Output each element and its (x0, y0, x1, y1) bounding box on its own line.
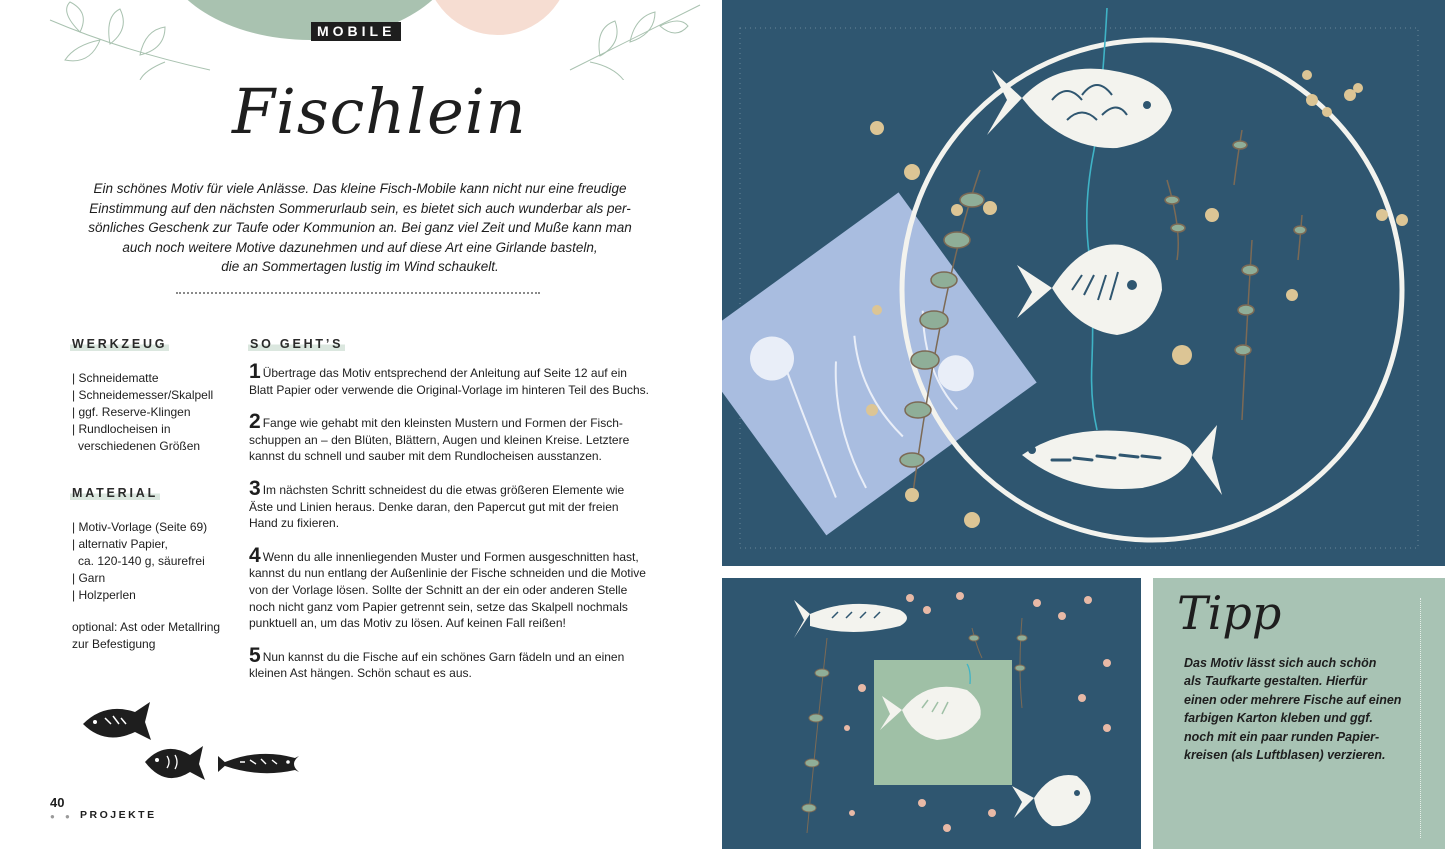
material-heading: MATERIAL (72, 486, 159, 500)
category-tag: MOBILE (311, 22, 401, 41)
tip-dotted-line (1420, 598, 1421, 838)
list-item: | Motiv-Vorlage (Seite 69) (72, 520, 208, 534)
list-item: | Schneidematte (72, 371, 159, 385)
tip-box (1153, 578, 1445, 849)
photo-mobile-illustration (722, 0, 1445, 566)
left-page (0, 0, 722, 849)
tip-title: Tipp (1177, 586, 1282, 640)
intro-text (70, 179, 650, 277)
werkzeug-list (72, 370, 242, 455)
fish-silhouettes-icon (75, 700, 315, 790)
intro-line: sönliches Geschenk zur Taufe oder Kommunion an. Bei ganz viel Zeit und Muße kann man (88, 220, 632, 235)
step-item: 1 Übertrage das Motiv entsprechend der Anleitung auf Seite 12 auf ein Blatt Papier oder verwende die Original-Vorlage im hinteren Teil des Buchs. (249, 360, 649, 397)
fish-silhouette-icon (145, 746, 205, 780)
intro-line: auch noch weitere Motive dazunehmen und auf diese Art eine Girlande basteln, (122, 239, 598, 255)
leaf-branch-right-icon (560, 0, 710, 80)
leaf-branch-left-icon (40, 0, 220, 80)
list-item: | Schneidemesser/Skalpell (72, 388, 214, 402)
tip-line: Das Motiv lässt sich auch schön (1184, 656, 1377, 670)
photo-card-illustration (722, 578, 1141, 849)
step-item: 4 Wenn du alle innenliegenden Muster und Formen ausgeschnitten hast, kannst du nun entlang der Außenlinie der Fische schneiden und die Motive von der Vorlage lösen. Sollte der Schnitt an der ein oder anderen Stelle noch nicht ganz vom Papier getrennt sein, setze das Skalpell nochmals punktuell an, um das Motiv zu lösen. Auf keinen Fall reißen! (249, 543, 646, 631)
tip-line: einen oder mehrere Fische auf einen (1184, 692, 1402, 707)
step-number: 1 (249, 360, 261, 383)
step-item: 5 Nun kannst du die Fische auf ein schönes Garn fädeln und an einen kleinen Ast hängen. Schön schaut es aus. (249, 643, 625, 681)
photo-mobile (722, 0, 1445, 566)
paper-fish-icon (1022, 425, 1222, 495)
optional-note: optional: Ast oder Metallring zur Befestigung (72, 620, 221, 651)
paper-fish-icon (1012, 775, 1091, 826)
step-number: 2 (249, 410, 261, 434)
list-item: | alternativ Papier, ca. 120-140 g, säurefrei (72, 537, 205, 568)
tip-line: kreisen (als Luftblasen) verzieren. (1184, 748, 1386, 763)
tip-line: farbigen Karton kleben und ggf. (1184, 711, 1373, 726)
intro-line: Ein schönes Motiv für viele Anlässe. Das kleine Fisch-Mobile kann nicht nur eine freudige (93, 181, 627, 196)
folio-dots: ● ● (50, 812, 74, 821)
intro-line: die an Sommertagen lustig im Wind schaukelt. (221, 259, 499, 274)
section-label: PROJEKTE (80, 809, 157, 821)
step-number: 5 (249, 643, 261, 667)
page-title: Fischlein (232, 75, 527, 148)
steps-heading: SO GEHT’S (250, 337, 344, 351)
decor-blob-peach (425, 0, 570, 35)
intro-line: Einstimmung auf den nächsten Sommerurlaub sein, es bietet sich auch wunderbar als per- (89, 200, 631, 216)
steps-list (249, 360, 649, 698)
material-list (72, 519, 242, 604)
photo-card (722, 578, 1141, 849)
step-number: 4 (249, 543, 261, 567)
tip-text (1184, 654, 1414, 764)
tip-line: als Taufkarte gestalten. Hierfür (1184, 674, 1367, 689)
step-item: 3 Im nächsten Schritt schneidest du die etwas größeren Elemente wie Äste und Linien heraus. Denke daran, den Papercut gut mit der freien Hand zu fixieren. (249, 476, 625, 531)
tip-line: noch mit ein paar runden Papier- (1184, 729, 1380, 744)
werkzeug-heading: WERKZEUG (72, 337, 168, 351)
page-number: 40 (50, 795, 65, 810)
dotted-divider (176, 292, 540, 294)
step-number: 3 (249, 476, 261, 500)
paper-fish-icon (1017, 245, 1162, 335)
list-item: | ggf. Reserve-Klingen (72, 405, 191, 419)
list-item: | Garn (72, 571, 106, 585)
list-item: | Rundlocheisen in verschiedenen Größen (72, 422, 201, 453)
list-item: | Holzperlen (72, 588, 136, 602)
fish-silhouette-icon (83, 702, 151, 740)
step-item: 2 Fange wie gehabt mit den kleinsten Mustern und Formen der Fisch-schuppen an – den Blüten, Blättern, Augen und kleinen Kreise. Letztere kannst du schnell und sauber mit dem Rundlocheisen ausstanzen. (249, 410, 630, 464)
paper-fish-icon (794, 600, 907, 638)
fish-silhouette-icon (218, 754, 299, 773)
